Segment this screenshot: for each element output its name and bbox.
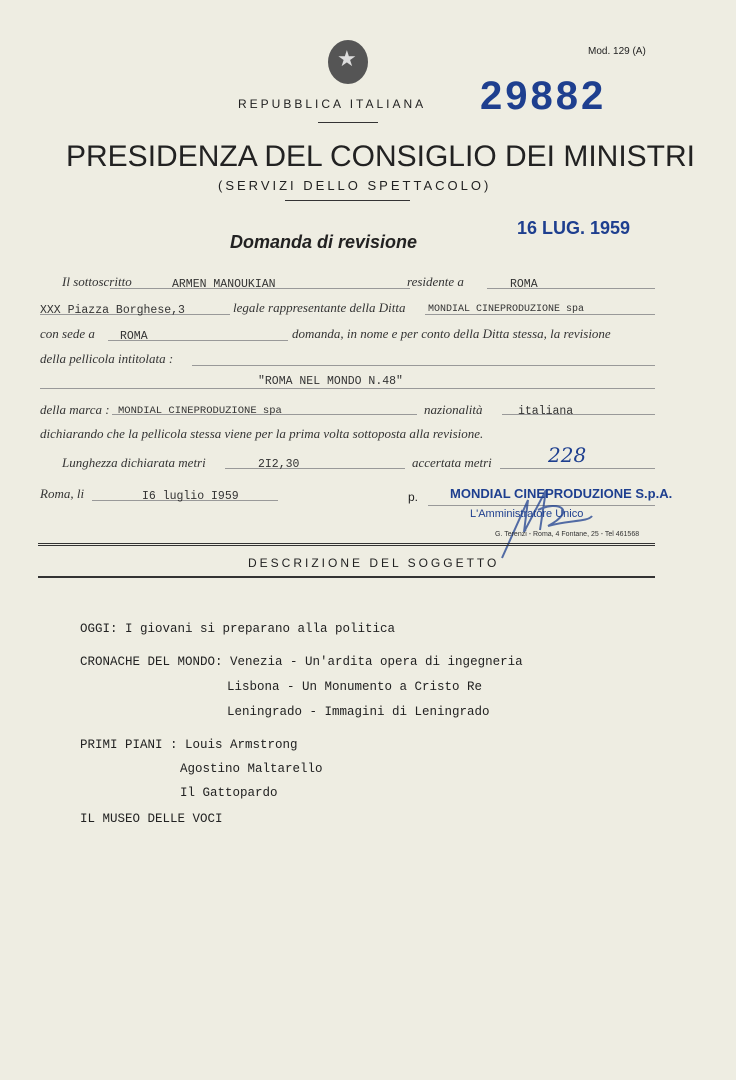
form-title: Domanda di revisione — [230, 232, 418, 252]
field-sede: ROMA — [120, 330, 148, 343]
subject-line: IL MUSEO DELLE VOCI — [80, 812, 223, 826]
declaration-text: dichiarando che la pellicola stessa viene per la prima volta sottoposta alla revisione. — [40, 426, 484, 441]
label-lunghezza: Lunghezza dichiarata metri — [62, 455, 206, 470]
label-roma-li: Roma, li — [40, 486, 85, 501]
label-residente: residente a — [407, 274, 464, 289]
company-stamp: MONDIAL CINEPRODUZIONE S.p.A. — [450, 486, 673, 501]
field-sottoscritto: ARMEN MANOUKIAN — [172, 278, 276, 291]
label-domanda: domanda, in nome e per conto della Ditta stessa, la revisione — [292, 326, 611, 341]
label-p: p. — [408, 490, 419, 504]
label-nazionalita: nazionalità — [424, 402, 483, 417]
received-date-stamp: 16 LUG. 1959 — [517, 218, 631, 238]
section-title: DESCRIZIONE DEL SOGGETTO — [248, 556, 500, 570]
subject-line: Il Gattopardo — [180, 786, 278, 800]
stamp-role: L'Amministratore Unico — [470, 508, 584, 520]
label-marca: della marca : — [40, 402, 110, 417]
subject-line: Leningrado - Immagini di Leningrado — [227, 705, 490, 719]
subject-line: Agostino Maltarello — [180, 762, 323, 776]
subject-line: Lisbona - Un Monumento a Cristo Re — [227, 680, 483, 694]
printer-info: G. Terenzi - Roma, 4 Fontane, 25 - Tel 461568 — [495, 531, 640, 538]
label-pellicola: della pellicola intitolata : — [40, 351, 174, 366]
republic-emblem-icon — [328, 40, 368, 84]
field-marca: MONDIAL CINEPRODUZIONE spa — [118, 405, 282, 417]
republic-label: REPUBBLICA ITALIANA — [238, 97, 427, 111]
field-accertata-handwritten: 228 — [548, 443, 587, 467]
protocol-number: 29882 — [480, 74, 607, 118]
field-data: I6 luglio I959 — [142, 490, 239, 503]
label-sottoscritto: Il sottoscritto — [62, 274, 132, 289]
subject-line: CRONACHE DEL MONDO: Venezia - Un'ardita opera di ingegneria — [80, 655, 523, 669]
services-subtitle: (SERVIZI DELLO SPETTACOLO) — [218, 178, 492, 193]
field-lunghezza: 2I2,30 — [258, 458, 300, 471]
presidency-title: PRESIDENZA DEL CONSIGLIO DEI MINISTRI — [66, 140, 696, 173]
subject-line: OGGI: I giovani si preparano alla politica — [80, 622, 396, 636]
field-indirizzo: XXX Piazza Borghese,3 — [40, 304, 185, 317]
label-sede: con sede a — [40, 326, 95, 341]
field-ditta: MONDIAL CINEPRODUZIONE spa — [428, 304, 585, 315]
field-nazionalita: italiana — [518, 405, 574, 418]
subject-line: PRIMI PIANI : Louis Armstrong — [80, 738, 298, 752]
field-residente: ROMA — [510, 278, 538, 291]
form-model: Mod. 129 (A) — [588, 46, 646, 57]
label-accertata: accertata metri — [412, 455, 492, 470]
field-titolo: "ROMA NEL MONDO N.48" — [258, 375, 403, 388]
label-legale: legale rappresentante della Ditta — [233, 300, 406, 315]
